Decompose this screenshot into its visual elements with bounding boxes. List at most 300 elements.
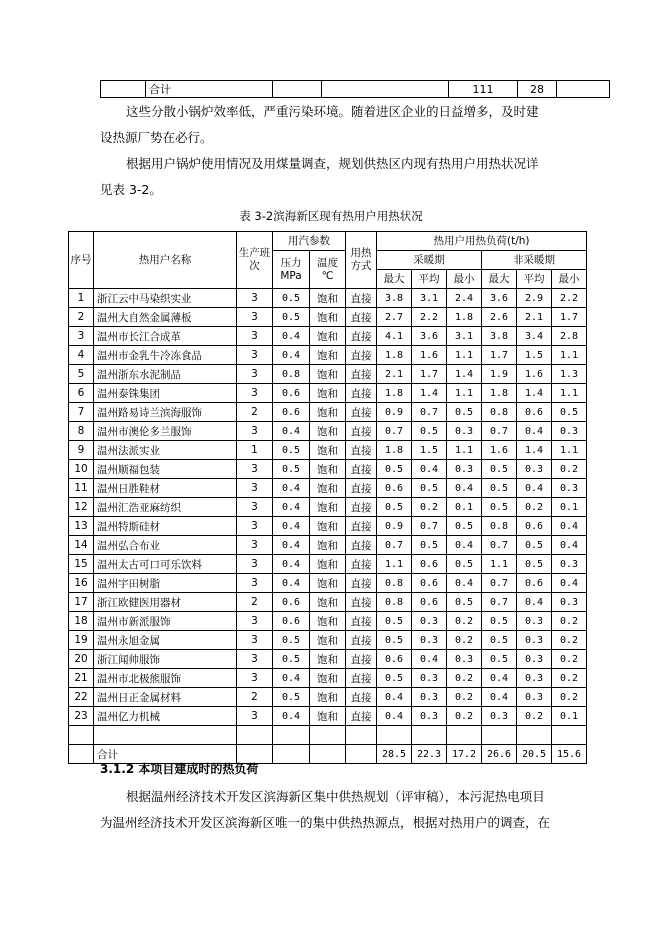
nonheating-max: 1.7: [482, 346, 517, 365]
table-row: [69, 669, 587, 688]
blank-cell: [552, 726, 587, 745]
header-load: 热用户用热负荷(t/h): [377, 232, 587, 251]
heating-min: 0.4: [447, 479, 482, 498]
header-shift: 生产班次: [237, 232, 273, 289]
blank-cell: [101, 81, 146, 98]
heating-max: 0.8: [377, 593, 412, 612]
row-pressure: 0.8: [273, 365, 310, 384]
heating-min: 3.1: [447, 327, 482, 346]
nonheating-avg: 0.4: [517, 479, 552, 498]
paragraph-1: [100, 99, 570, 151]
heating-min: 1.1: [447, 384, 482, 403]
table-row: [69, 574, 587, 593]
heating-avg: 0.7: [412, 403, 447, 422]
row-shift: 3: [237, 479, 273, 498]
heating-avg: 0.6: [412, 574, 447, 593]
row-pressure: 0.5: [273, 688, 310, 707]
header-min: 最小: [447, 270, 482, 289]
nonheating-avg: 0.2: [517, 707, 552, 726]
row-temp: 饱和: [310, 517, 346, 536]
nonheating-max: 0.5: [482, 460, 517, 479]
row-pressure: 0.5: [273, 631, 310, 650]
nonheating-min: 1.1: [552, 441, 587, 460]
row-name: 浙江闻帅服饰: [94, 650, 237, 669]
blank-cell: [69, 745, 94, 764]
heating-max: 0.6: [377, 479, 412, 498]
heating-min: 1.8: [447, 308, 482, 327]
row-pressure: 0.4: [273, 422, 310, 441]
heating-max: 0.5: [377, 631, 412, 650]
total-value: 26.6: [482, 745, 517, 764]
row-mode: 直接: [346, 460, 377, 479]
row-name: 温州日胜鞋材: [94, 479, 237, 498]
row-shift: 3: [237, 555, 273, 574]
row-mode: 直接: [346, 384, 377, 403]
header-pressure: [273, 251, 310, 289]
row-name: 温州亿力机械: [94, 707, 237, 726]
nonheating-avg: 0.6: [517, 517, 552, 536]
row-shift: 3: [237, 612, 273, 631]
table-body: [69, 289, 587, 726]
heating-min: 0.2: [447, 707, 482, 726]
heating-max: 0.5: [377, 498, 412, 517]
nonheating-max: 0.7: [482, 536, 517, 555]
row-mode: 直接: [346, 441, 377, 460]
row-temp: 饱和: [310, 631, 346, 650]
blank-cell: [273, 726, 310, 745]
row-shift: 3: [237, 327, 273, 346]
row-name: 温州浙东水泥制品: [94, 365, 237, 384]
row-name: 温州日正金属材料: [94, 688, 237, 707]
nonheating-avg: 3.4: [517, 327, 552, 346]
heating-min: 0.5: [447, 593, 482, 612]
row-mode: 直接: [346, 346, 377, 365]
row-temp: 饱和: [310, 707, 346, 726]
blank-cell: [346, 745, 377, 764]
header-mode: 用热方式: [346, 232, 377, 289]
table-row: [69, 327, 587, 346]
heating-avg: 0.3: [412, 688, 447, 707]
header-temp: [310, 251, 346, 289]
row-pressure: 0.4: [273, 574, 310, 593]
row-pressure: 0.4: [273, 498, 310, 517]
paragraph-2: [100, 151, 570, 203]
nonheating-min: 0.4: [552, 517, 587, 536]
row-shift: 2: [237, 688, 273, 707]
row-pressure: 0.4: [273, 346, 310, 365]
row-name: 浙江云中马染织实业: [94, 289, 237, 308]
row-shift: 3: [237, 536, 273, 555]
nonheating-max: 0.7: [482, 574, 517, 593]
total-value: 20.5: [517, 745, 552, 764]
row-pressure: 0.5: [273, 441, 310, 460]
row-mode: 直接: [346, 650, 377, 669]
heating-avg: 1.4: [412, 384, 447, 403]
header-steam: 用汽参数: [273, 232, 346, 251]
nonheating-max: 3.8: [482, 327, 517, 346]
row-mode: 直接: [346, 631, 377, 650]
paragraph-line: 为温州经济技术开发区滨海新区唯一的集中供热热源点，根据对热用户的调查，在: [100, 815, 551, 830]
total-value: 17.2: [447, 745, 482, 764]
heating-max: 0.5: [377, 460, 412, 479]
row-shift: 3: [237, 517, 273, 536]
heating-min: 0.2: [447, 631, 482, 650]
row-pressure: 0.4: [273, 327, 310, 346]
total-value: 28.5: [377, 745, 412, 764]
row-shift: 3: [237, 365, 273, 384]
row-shift: 3: [237, 707, 273, 726]
row-shift: 3: [237, 650, 273, 669]
row-shift: 3: [237, 498, 273, 517]
nonheating-avg: 0.4: [517, 593, 552, 612]
heating-avg: 2.2: [412, 308, 447, 327]
heating-avg: 3.1: [412, 289, 447, 308]
total-value-b: 28: [518, 81, 557, 98]
row-name: 温州市新派服饰: [94, 612, 237, 631]
heating-min: 0.4: [447, 536, 482, 555]
row-temp: 饱和: [310, 308, 346, 327]
row-seq: 5: [69, 365, 94, 384]
header-heating: 采暖期: [377, 251, 482, 270]
row-name: 温州太古可口可乐饮料: [94, 555, 237, 574]
nonheating-max: 0.5: [482, 631, 517, 650]
nonheating-max: 1.6: [482, 441, 517, 460]
table-row: [69, 555, 587, 574]
heat-user-table: [68, 231, 587, 764]
table-row: [69, 631, 587, 650]
row-mode: 直接: [346, 327, 377, 346]
blank-cell: [273, 81, 322, 98]
blank-cell: [557, 81, 610, 98]
blank-cell: [377, 726, 412, 745]
row-seq: 18: [69, 612, 94, 631]
row-mode: 直接: [346, 422, 377, 441]
row-pressure: 0.6: [273, 403, 310, 422]
nonheating-avg: 1.5: [517, 346, 552, 365]
row-mode: 直接: [346, 289, 377, 308]
row-pressure: 0.4: [273, 479, 310, 498]
heating-max: 1.1: [377, 555, 412, 574]
nonheating-avg: 2.1: [517, 308, 552, 327]
nonheating-avg: 0.3: [517, 460, 552, 479]
total-label: 合计: [146, 81, 273, 98]
nonheating-avg: 2.9: [517, 289, 552, 308]
heating-min: 0.2: [447, 612, 482, 631]
row-name: 温州汇浩亚麻纺织: [94, 498, 237, 517]
header-avg: 平均: [517, 270, 552, 289]
row-name: 温州市北极熊服饰: [94, 669, 237, 688]
row-name: 温州市金乳牛冷冻食品: [94, 346, 237, 365]
row-mode: 直接: [346, 308, 377, 327]
nonheating-min: 0.3: [552, 479, 587, 498]
nonheating-max: 0.5: [482, 650, 517, 669]
heating-min: 1.1: [447, 346, 482, 365]
nonheating-avg: 0.3: [517, 631, 552, 650]
paragraph-line: 设热源厂势在必行。: [100, 130, 213, 145]
header-min: 最小: [552, 270, 587, 289]
previous-table-total: [100, 80, 610, 98]
nonheating-avg: 0.6: [517, 574, 552, 593]
row-temp: 饱和: [310, 346, 346, 365]
nonheating-min: 0.2: [552, 612, 587, 631]
blank-cell: [447, 726, 482, 745]
nonheating-min: 0.5: [552, 403, 587, 422]
heating-min: 0.5: [447, 403, 482, 422]
nonheating-avg: 0.3: [517, 650, 552, 669]
nonheating-max: 0.4: [482, 669, 517, 688]
heating-avg: 0.4: [412, 650, 447, 669]
heating-avg: 0.2: [412, 498, 447, 517]
blank-cell: [346, 726, 377, 745]
row-pressure: 0.4: [273, 536, 310, 555]
row-seq: 14: [69, 536, 94, 555]
row-seq: 10: [69, 460, 94, 479]
nonheating-min: 0.4: [552, 574, 587, 593]
row-temp: 饱和: [310, 384, 346, 403]
blank-cell: [322, 81, 449, 98]
heating-max: 0.4: [377, 688, 412, 707]
row-pressure: 0.6: [273, 384, 310, 403]
row-temp: 饱和: [310, 650, 346, 669]
table-row: [69, 593, 587, 612]
row-pressure: 0.5: [273, 289, 310, 308]
row-mode: 直接: [346, 479, 377, 498]
row-shift: 3: [237, 631, 273, 650]
row-pressure: 0.5: [273, 650, 310, 669]
heating-min: 1.4: [447, 365, 482, 384]
table-row: [69, 384, 587, 403]
row-pressure: 0.4: [273, 669, 310, 688]
row-seq: 9: [69, 441, 94, 460]
nonheating-min: 2.8: [552, 327, 587, 346]
nonheating-avg: 0.6: [517, 403, 552, 422]
total-value-a: 111: [449, 81, 518, 98]
nonheating-min: 0.3: [552, 555, 587, 574]
header-temp-label: 温度: [317, 256, 338, 269]
row-mode: 直接: [346, 555, 377, 574]
nonheating-min: 0.1: [552, 498, 587, 517]
header-avg: 平均: [412, 270, 447, 289]
row-seq: 13: [69, 517, 94, 536]
paragraph-line: 根据用户锅炉使用情况及用煤量调查，规划供热区内现有热用户用热状况详: [126, 156, 539, 171]
heating-avg: 0.5: [412, 536, 447, 555]
nonheating-max: 1.1: [482, 555, 517, 574]
nonheating-max: 3.6: [482, 289, 517, 308]
row-mode: 直接: [346, 688, 377, 707]
heating-max: 0.9: [377, 403, 412, 422]
row-pressure: 0.4: [273, 707, 310, 726]
heating-min: 0.1: [447, 498, 482, 517]
blank-cell: [310, 745, 346, 764]
paragraph-line: 根据温州经济技术开发区滨海新区集中供热规划（评审稿），本污泥热电项目: [126, 789, 545, 804]
heating-min: 0.3: [447, 422, 482, 441]
nonheating-avg: 1.4: [517, 441, 552, 460]
heating-avg: 0.3: [412, 631, 447, 650]
blank-cell: [482, 726, 517, 745]
row-name: 浙江欧健医用器材: [94, 593, 237, 612]
nonheating-avg: 0.3: [517, 688, 552, 707]
blank-cell: [94, 726, 237, 745]
heating-max: 1.8: [377, 384, 412, 403]
row-temp: 饱和: [310, 365, 346, 384]
heating-avg: 0.3: [412, 669, 447, 688]
row-pressure: 0.5: [273, 460, 310, 479]
row-pressure: 0.6: [273, 593, 310, 612]
table-row: [69, 479, 587, 498]
row-seq: 17: [69, 593, 94, 612]
heating-min: 0.4: [447, 574, 482, 593]
heating-max: 3.8: [377, 289, 412, 308]
row-name: 温州弘合布业: [94, 536, 237, 555]
row-name: 温州大自然金属薄板: [94, 308, 237, 327]
row-pressure: 0.4: [273, 517, 310, 536]
row-temp: 饱和: [310, 327, 346, 346]
closing-paragraph: [100, 784, 570, 836]
table-row: [69, 422, 587, 441]
heating-min: 1.1: [447, 441, 482, 460]
table-row: [69, 517, 587, 536]
row-temp: 饱和: [310, 536, 346, 555]
row-mode: 直接: [346, 365, 377, 384]
row-mode: 直接: [346, 517, 377, 536]
row-temp: 饱和: [310, 403, 346, 422]
nonheating-avg: 0.5: [517, 555, 552, 574]
header-non-heating: 非采暖期: [482, 251, 587, 270]
blank-cell: [237, 726, 273, 745]
row-seq: 4: [69, 346, 94, 365]
row-seq: 23: [69, 707, 94, 726]
blank-cell: [273, 745, 310, 764]
nonheating-min: 0.1: [552, 707, 587, 726]
nonheating-avg: 1.6: [517, 365, 552, 384]
nonheating-avg: 0.3: [517, 612, 552, 631]
row-seq: 8: [69, 422, 94, 441]
table-row: [69, 308, 587, 327]
table-row: [69, 289, 587, 308]
table-row: [69, 460, 587, 479]
row-shift: 3: [237, 574, 273, 593]
row-seq: 12: [69, 498, 94, 517]
section-heading: 3.1.2 本项目建成时的热负荷: [100, 762, 259, 776]
row-name: 温州泰铢集团: [94, 384, 237, 403]
header-max: 最大: [377, 270, 412, 289]
row-shift: 3: [237, 669, 273, 688]
heating-min: 0.2: [447, 688, 482, 707]
nonheating-min: 2.2: [552, 289, 587, 308]
heating-avg: 0.5: [412, 422, 447, 441]
nonheating-max: 0.8: [482, 403, 517, 422]
row-temp: 饱和: [310, 498, 346, 517]
heating-max: 0.5: [377, 669, 412, 688]
row-mode: 直接: [346, 574, 377, 593]
nonheating-avg: 0.2: [517, 498, 552, 517]
blank-cell: [310, 726, 346, 745]
nonheating-min: 0.3: [552, 593, 587, 612]
heating-max: 0.5: [377, 612, 412, 631]
row-temp: 饱和: [310, 422, 346, 441]
row-shift: 2: [237, 593, 273, 612]
heating-avg: 1.5: [412, 441, 447, 460]
row-name: 温州永旭金属: [94, 631, 237, 650]
heating-min: 0.3: [447, 650, 482, 669]
row-temp: 饱和: [310, 688, 346, 707]
nonheating-min: 0.3: [552, 422, 587, 441]
row-seq: 21: [69, 669, 94, 688]
table-row: [69, 707, 587, 726]
heating-max: 2.1: [377, 365, 412, 384]
nonheating-max: 1.8: [482, 384, 517, 403]
nonheating-max: 1.9: [482, 365, 517, 384]
row-shift: 3: [237, 384, 273, 403]
nonheating-max: 0.5: [482, 479, 517, 498]
total-value: 22.3: [412, 745, 447, 764]
row-pressure: 0.4: [273, 555, 310, 574]
heating-avg: 0.4: [412, 460, 447, 479]
row-seq: 15: [69, 555, 94, 574]
row-mode: 直接: [346, 403, 377, 422]
row-name: 温州法派实业: [94, 441, 237, 460]
heating-max: 2.7: [377, 308, 412, 327]
heating-avg: 3.6: [412, 327, 447, 346]
row-name: 温州市长江合成革: [94, 327, 237, 346]
nonheating-max: 0.5: [482, 498, 517, 517]
nonheating-avg: 0.5: [517, 536, 552, 555]
row-name: 温州路易诗兰滨海服饰: [94, 403, 237, 422]
table-caption: 表 3-2滨海新区现有热用户用热状况: [239, 209, 423, 223]
nonheating-min: 1.7: [552, 308, 587, 327]
nonheating-min: 1.3: [552, 365, 587, 384]
table-row: [69, 498, 587, 517]
row-mode: 直接: [346, 612, 377, 631]
row-temp: 饱和: [310, 669, 346, 688]
nonheating-min: 1.1: [552, 384, 587, 403]
row-shift: 3: [237, 289, 273, 308]
nonheating-avg: 1.4: [517, 384, 552, 403]
header-seq: 序号: [69, 232, 94, 289]
row-shift: 3: [237, 460, 273, 479]
heating-avg: 0.3: [412, 612, 447, 631]
row-mode: 直接: [346, 536, 377, 555]
nonheating-max: 0.3: [482, 707, 517, 726]
header-pressure-unit: MPa: [280, 269, 302, 282]
row-temp: 饱和: [310, 574, 346, 593]
heating-min: 0.5: [447, 517, 482, 536]
heating-avg: 0.7: [412, 517, 447, 536]
row-pressure: 0.6: [273, 612, 310, 631]
heating-max: 1.8: [377, 346, 412, 365]
nonheating-min: 0.2: [552, 460, 587, 479]
heating-avg: 0.5: [412, 479, 447, 498]
paragraph-line: 见表 3-2。: [100, 182, 162, 197]
row-seq: 22: [69, 688, 94, 707]
row-seq: 11: [69, 479, 94, 498]
heating-max: 4.1: [377, 327, 412, 346]
row-seq: 16: [69, 574, 94, 593]
row-name: 温州顺福包装: [94, 460, 237, 479]
nonheating-min: 0.2: [552, 650, 587, 669]
nonheating-max: 0.7: [482, 422, 517, 441]
nonheating-min: 1.1: [552, 346, 587, 365]
row-shift: 3: [237, 346, 273, 365]
table-row: [69, 441, 587, 460]
nonheating-max: 0.4: [482, 688, 517, 707]
table-row: [69, 612, 587, 631]
heating-max: 0.7: [377, 536, 412, 555]
row-seq: 1: [69, 289, 94, 308]
row-mode: 直接: [346, 593, 377, 612]
blank-cell: [517, 726, 552, 745]
total-value: 15.6: [552, 745, 587, 764]
